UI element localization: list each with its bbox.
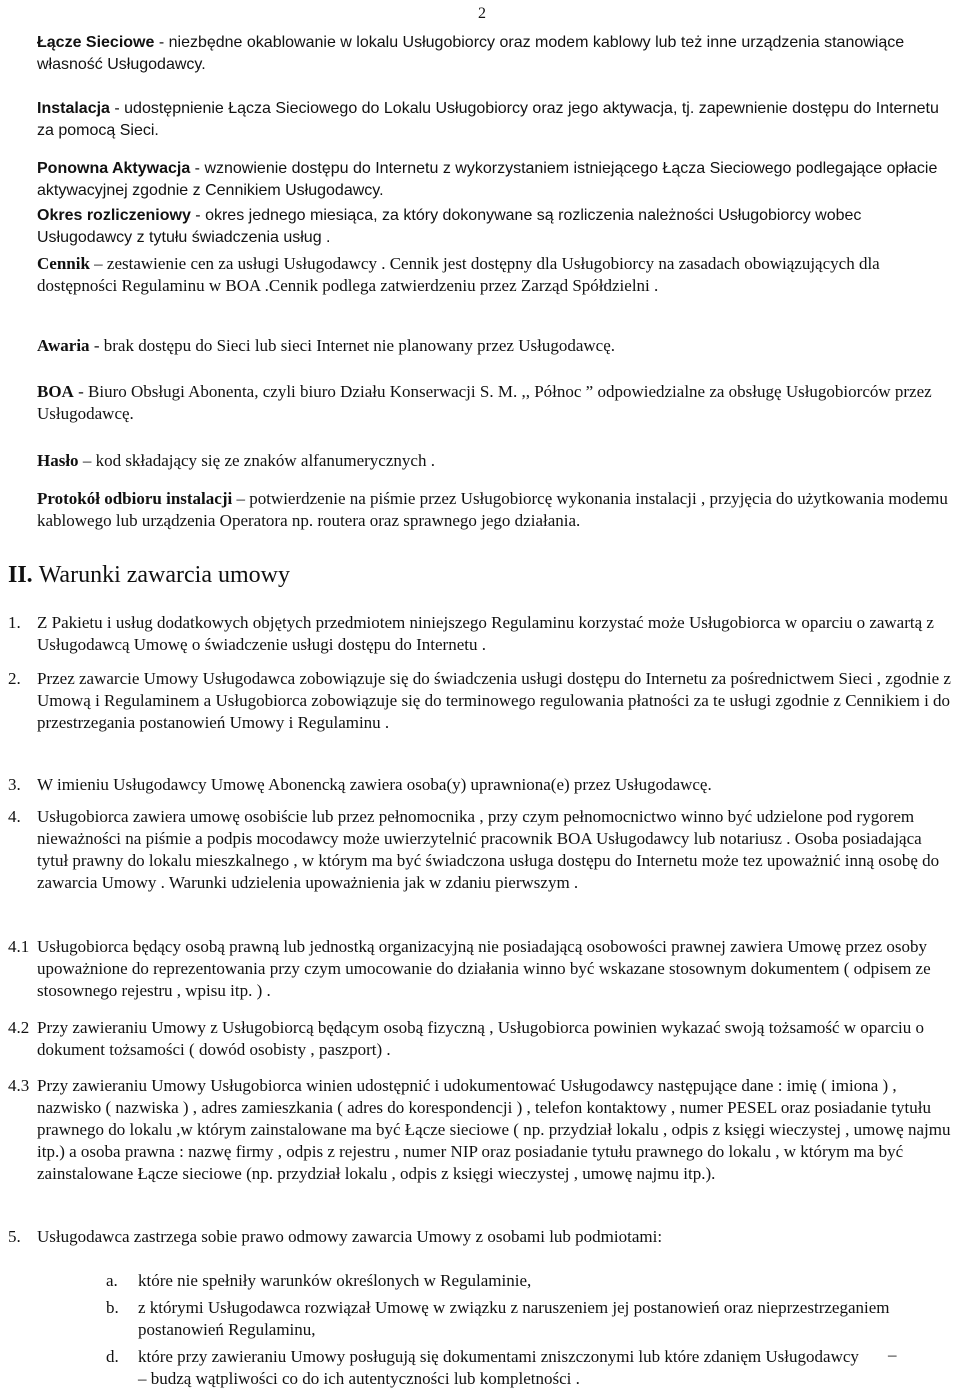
sub-list-item bbox=[106, 1297, 936, 1341]
item-text: Przy zawieraniu Umowy Usługobiorca winien udostępnić i udokumentować Usługodawcy następujące dane : imię ( imiona ) , nazwisko ( nazwiska ) , adres zamieszkania ( adres do korespondencji ) , telefon kontaktowy , numer PESEL oraz posiadanie tytułu prawnego do lokalu ,w którym zainstalowane ma być Łącze sieciowe ( np. przydział lokalu , odpis z księgi wieczystej , umowę najmu itp.) a osoba prawna : nazwę firmy , odpis z rejestru , numer NIP oraz posiadanie tytułu prawnego do lokalu , w którym ma być zainstalowane Łącze sieciowe (np. przydział lokalu , odpis z księgi wieczystej , umowę najmu itp.). bbox=[37, 1076, 951, 1183]
list-item bbox=[8, 806, 953, 894]
definition-haslo: Hasło – kod składający się ze znaków alfanumerycznych . bbox=[37, 451, 435, 470]
definition-boa: BOA - Biuro Obsługi Abonenta, czyli biuro Działu Konserwacji S. M. ,, Północ ” odpowiedzialne za obsługę Usługobiorców przez Usługodawcę. bbox=[37, 382, 932, 423]
definition-awaria: Awaria - brak dostępu do Sieci lub sieci Internet nie planowany przez Usługodawcę. bbox=[37, 336, 615, 355]
definition-term: Cennik bbox=[37, 254, 90, 273]
item-text: Usługobiorca zawiera umowę osobiście lub przez pełnomocnika , przy czym pełnomocnictwo winno być udzielone pod rygorem nieważności na piśmie a podpis mocodawcy może uwierzytelnić pracownik BOA Usługodawcy lub notariusz . Osoba posiadająca tytuł prawny do lokalu mieszkalnego , w którym ma być świadczona usługa dostępu do Internetu może tez upoważnić inną osobę do zawarcia Umowy . Warunki udzielenia upoważnienia jak w zdaniu pierwszym . bbox=[37, 807, 940, 892]
item-text: Usługodawca zastrzega sobie prawo odmowy zawarcia Umowy z osobami lub podmiotami: bbox=[37, 1227, 663, 1246]
sub-item-letter: d. bbox=[106, 1347, 119, 1366]
item-text: Przez zawarcie Umowy Usługodawca zobowiązuje się do świadczenia usługi dostępu do Internetu za pośrednictwem Sieci , zgodnie z Umową i Regulaminem a Usługobiorca zobowiązuje się do terminowego regulowania płatności za te usługi zgodnie z Cennikiem i do przestrzegania postanowień Umowy i Regulaminu . bbox=[37, 669, 951, 732]
definition-term: Awaria bbox=[37, 336, 90, 355]
definition-lacze-sieciowe: Łącze Sieciowe - niezbędne okablowanie w lokalu Usługobiorcy oraz modem kablowy lub też inne urządzenia stanowiące własność Usługodawcy. bbox=[37, 34, 905, 73]
item-text: W imieniu Usługodawcy Umowę Abonencką zawiera osoba(y) uprawniona(e) przez Usługodawcę. bbox=[37, 775, 712, 794]
item-number: 3. bbox=[8, 775, 21, 794]
list-item bbox=[8, 612, 953, 656]
definition-okres-rozliczeniowy: Okres rozliczeniowy - okres jednego miesiąca, za który dokonywane są rozliczenia należności Usługobiorcy wobec Usługodawcy z tytułu świadczenia usług . bbox=[37, 207, 862, 246]
sub-list-item bbox=[106, 1270, 936, 1292]
definition-term: Łącze Sieciowe bbox=[37, 34, 155, 51]
definition-cennik: Cennik – zestawienie cen za usługi Usługodawcy . Cennik jest dostępny dla Usługobiorcy na zasadach obowiązujących dla dostępności Regulaminu w BOA .Cennik podlega zatwierdzeniu przez Zarząd Spółdzielni . bbox=[37, 254, 880, 295]
sub-item-text: z którymi Usługodawca rozwiązał Umowę w związku z naruszeniem jej postanowień oraz nieprzestrzeganiem postanowień Regulaminu, bbox=[138, 1298, 890, 1339]
list-item bbox=[8, 1017, 953, 1061]
list-item bbox=[8, 1075, 953, 1185]
definition-instalacja: Instalacja - udostępnienie Łącza Sieciowego do Lokalu Usługobiorcy oraz jego aktywacja, tj. zapewnienie dostępu do Internetu za pomocą Sieci. bbox=[37, 100, 939, 139]
definition-ponowna-aktywacja: Ponowna Aktywacja - wznowienie dostępu do Internetu z wykorzystaniem istniejącego Łącza Sieciowego podlegające opłacie aktywacyjnej zgodnie z Cennikiem Usługodawcy. bbox=[37, 160, 938, 199]
item-number: 2. bbox=[8, 669, 21, 688]
definition-term: Ponowna Aktywacja bbox=[37, 160, 191, 177]
item-text: Z Pakietu i usług dodatkowych objętych przedmiotem niniejszego Regulaminu korzystać może Usługobiorca w oparciu o zawartą z Usługodawcą Umowę o świadczenie usługi dostępu do Internetu . bbox=[37, 613, 934, 654]
definition-text: wznowienie dostępu do Internetu z wykorzystaniem istniejącego Łącza Sieciowego podlegające opłacie aktywacyjnej zgodnie z Cennikiem Usługodawcy. bbox=[37, 160, 938, 199]
sub-item-text: które nie spełniły warunków określonych w Regulaminie, bbox=[138, 1271, 532, 1290]
item-number: 4.1 bbox=[8, 937, 30, 956]
item-number: 4.2 bbox=[8, 1018, 30, 1037]
sub-item-text: które przy zawieraniu Umowy posługują się dokumentami zniszczonymi lub które zdanięm Usługodawcy – budzą wątpliwości co do ich autentyczności lub kompletności . bbox=[138, 1347, 859, 1388]
definition-text: udostępnienie Łącza Sieciowego do Lokalu Usługobiorcy oraz jego aktywacja, tj. zapewnienie dostępu do Internetu za pomocą Sieci. bbox=[37, 100, 939, 139]
sub-item-letter: a. bbox=[106, 1271, 118, 1290]
definition-term: Protokół odbioru instalacji bbox=[37, 489, 233, 508]
section-heading bbox=[8, 560, 290, 590]
item-text: Przy zawieraniu Umowy z Usługobiorcą będącym osobą fizyczną , Usługobiorca powinien wykazać swoją tożsamość w oparciu o dokument tożsamości ( dowód osobisty , paszport) . bbox=[37, 1018, 925, 1059]
item-number: 4. bbox=[8, 807, 21, 826]
item-number: 4.3 bbox=[8, 1076, 30, 1095]
item-number: 5. bbox=[8, 1227, 21, 1246]
list-item bbox=[8, 774, 953, 796]
trailing-dash: – bbox=[888, 1345, 897, 1364]
definition-term: Okres rozliczeniowy bbox=[37, 207, 191, 224]
definition-text: okres jednego miesiąca, za który dokonywane są rozliczenia należności Usługobiorcy wobec Usługodawcy z tytułu świadczenia usług . bbox=[37, 207, 862, 246]
sub-list-item bbox=[106, 1346, 866, 1390]
list-item bbox=[8, 1226, 953, 1248]
definition-protokol-odbioru: Protokół odbioru instalacji – potwierdzenie na piśmie przez Usługobiorcę wykonania instalacji , przyjęcia do użytkowania modemu kablowego lub urządzenia Operatora np. routera oraz sprawnego jego działania. bbox=[37, 489, 948, 530]
definition-term: BOA bbox=[37, 382, 74, 401]
item-number: 1. bbox=[8, 613, 21, 632]
sub-item-letter: b. bbox=[106, 1298, 119, 1317]
definition-text: zestawienie cen za usługi Usługodawcy . Cennik jest dostępny dla Usługobiorcy na zasadach obowiązujących dla dostępności Regulaminu w BOA .Cennik podlega zatwierdzeniu przez Zarząd Spółdzielni . bbox=[37, 254, 880, 295]
definition-text: brak dostępu do Sieci lub sieci Internet nie planowany przez Usługodawcę. bbox=[103, 336, 615, 355]
list-item bbox=[8, 668, 953, 734]
definition-text: Biuro Obsługi Abonenta, czyli biuro Działu Konserwacji S. M. ,, Północ ” odpowiedzialne za obsługę Usługobiorców przez Usługodawcę. bbox=[37, 382, 932, 423]
definition-term: Hasło bbox=[37, 451, 79, 470]
definition-text: niezbędne okablowanie w lokalu Usługobiorcy oraz modem kablowy lub też inne urządzenia stanowiące własność Usługodawcy. bbox=[37, 34, 905, 73]
list-item bbox=[8, 936, 953, 1002]
section-title: Warunki zawarcia umowy bbox=[38, 562, 290, 588]
item-text: Usługobiorca będący osobą prawną lub jednostką organizacyjną nie posiadającą osobowości prawnej zawiera Umowę przez osoby upoważnione do reprezentowania przy czym umocowanie do działania winno być wskazane stosownym dokumentem ( odpisem ze stosownego rejestru , wpisu itp. ) . bbox=[37, 937, 931, 1000]
page-number: 2 bbox=[478, 5, 486, 22]
definition-term: Instalacja bbox=[37, 100, 110, 117]
section-number: II. bbox=[8, 562, 33, 588]
definition-text: potwierdzenie na piśmie przez Usługobiorcę wykonania instalacji , przyjęcia do użytkowania modemu kablowego lub urządzenia Operatora np. routera oraz sprawnego jego działania. bbox=[37, 489, 948, 530]
definition-text: kod składający się ze znaków alfanumerycznych . bbox=[95, 451, 435, 470]
